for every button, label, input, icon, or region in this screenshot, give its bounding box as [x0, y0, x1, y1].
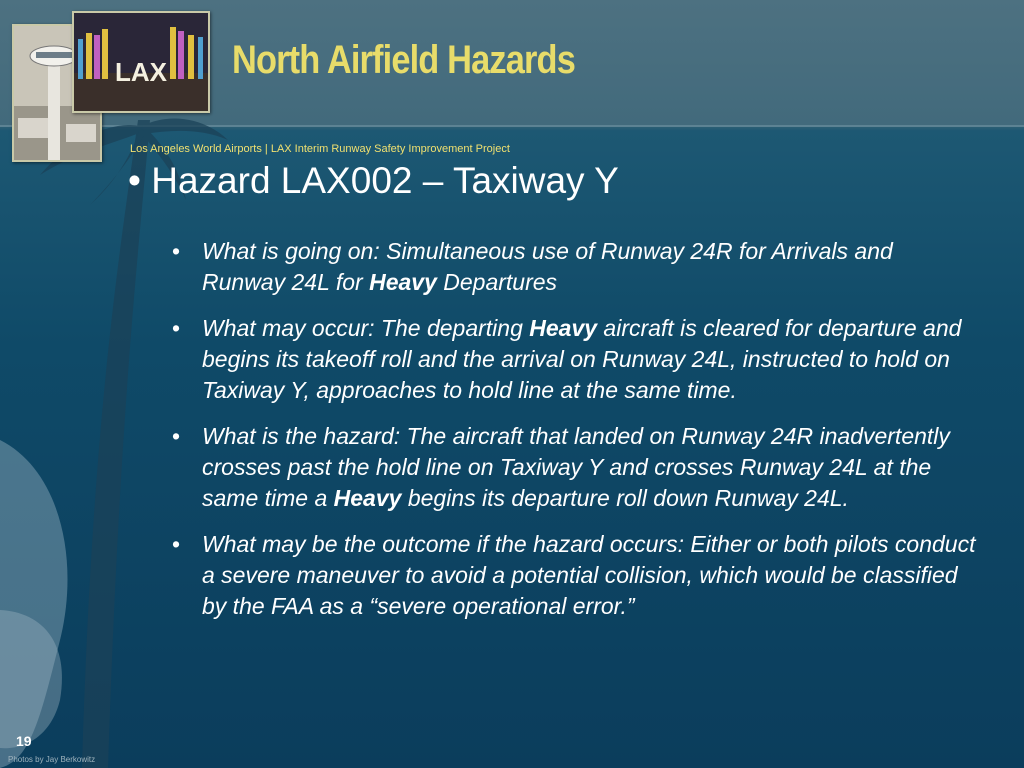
page-number: 19 — [16, 733, 32, 749]
svg-text:LAX: LAX — [115, 57, 167, 87]
bullet-text: Departures — [436, 269, 558, 295]
slide-title: North Airfield Hazards — [232, 38, 575, 82]
bullet-glyph: • — [172, 238, 181, 264]
hazard-bullet-list — [172, 236, 982, 637]
bullet-bold-term: Heavy — [529, 315, 598, 341]
lax-sign-photo — [72, 11, 210, 113]
bullet-what-may-occur — [172, 313, 982, 406]
bullet-text: What is the hazard: The aircraft that landed on Runway 24R inadvertently crosses past the hold line on Taxiway Y and crosses Runway 24L at the same time a — [202, 423, 950, 511]
photo-credit: Photos by Jay Berkowitz — [8, 755, 96, 764]
bullet-outcome — [172, 529, 982, 622]
hazard-heading-text: Hazard LAX002 – Taxiway Y — [151, 160, 619, 201]
hazard-heading — [128, 160, 619, 202]
bullet-glyph: • — [172, 531, 181, 557]
bullet-text: begins its departure roll down Runway 24L. — [401, 485, 849, 511]
bullet-text: What may occur: The departing — [202, 315, 530, 341]
bullet-glyph: • — [172, 315, 181, 341]
bullet-text: What may be the outcome if the hazard occurs: Either or both pilots conduct a severe maneuver to avoid a potential collision, which would be classified by the FAA as a “severe operational error.” — [202, 531, 976, 619]
bullet-what-is-the-hazard — [172, 421, 982, 514]
bullet-bold-term: Heavy — [369, 269, 437, 295]
bullet-glyph: • — [172, 423, 181, 449]
bullet-text: aircraft is cleared for departure and begins its takeoff roll and the arrival on Runway 24L, instructed to hold on Taxiway Y, approaches to hold line at the same time. — [202, 315, 962, 403]
bullet-glyph: • — [128, 160, 141, 201]
bullet-text: What is going on: Simultaneous use of Runway 24R for Arrivals and Runway 24L for — [202, 238, 893, 295]
bullet-bold-term: Heavy — [333, 485, 402, 511]
bullet-what-is-going-on — [172, 236, 982, 298]
project-subtitle: Los Angeles World Airports | LAX Interim Runway Safety Improvement Project — [130, 143, 510, 155]
